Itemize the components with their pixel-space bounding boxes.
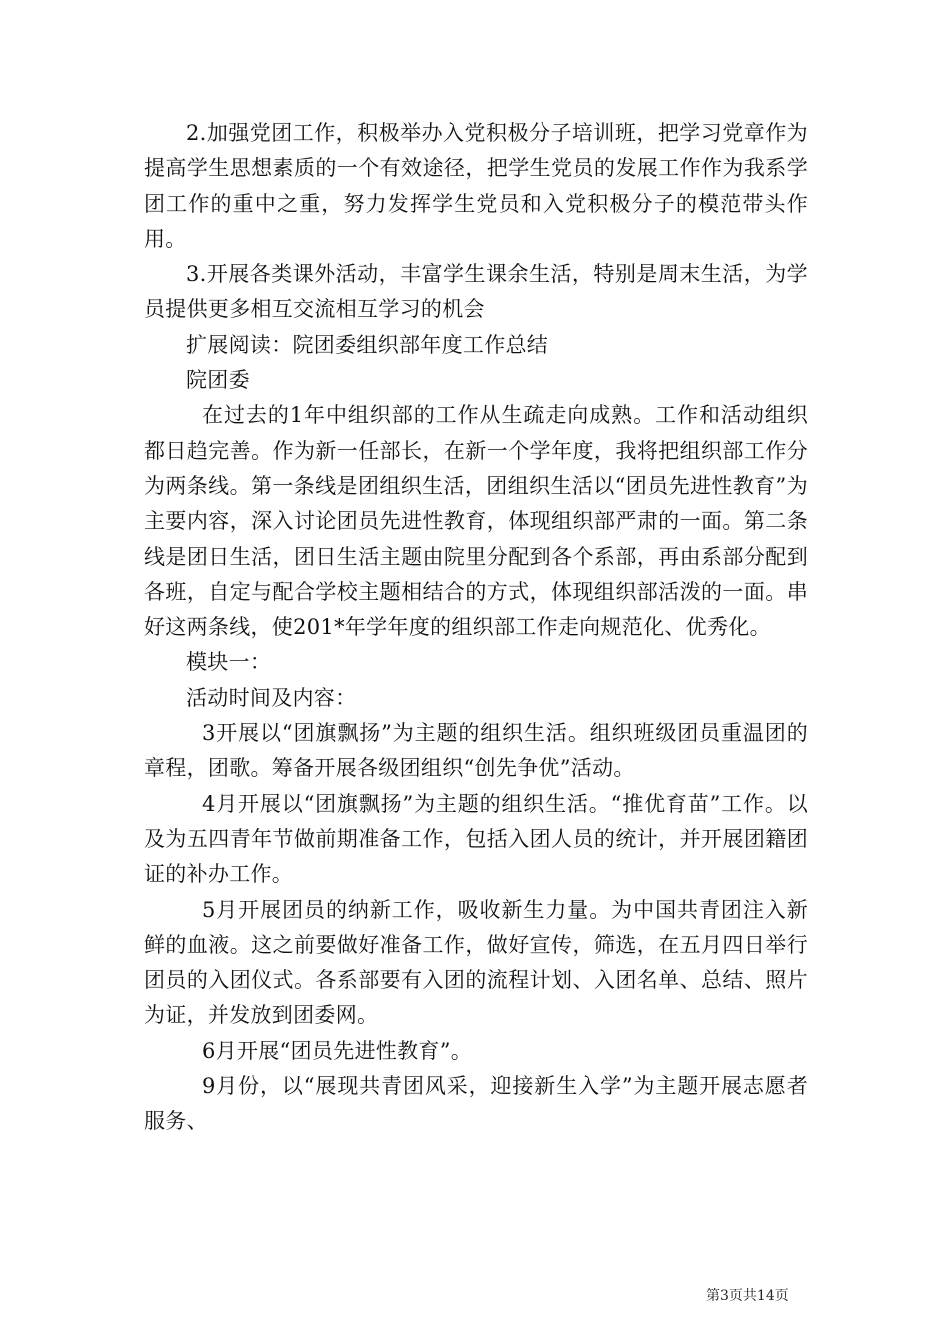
paragraph-extracurricular: 3.开展各类课外活动，丰富学生课余生活，特别是周末生活，为学员提供更多相互交流相互学习的机会 [144,262,808,322]
paragraph-module-heading: 模块一： [186,650,272,675]
paragraph-org-name: 院团委 [186,368,250,393]
paragraph-month-9: 9月份，以“展现共青团风采，迎接新生入学”为主题开展志愿者服务、 [144,1074,808,1134]
page-number: 第3页共14页 [706,1288,789,1304]
paragraph-summary: 在过去的1年中组织部的工作从生疏走向成熟。工作和活动组织都日趋完善。作为新一任部长，在新一个学年度，我将把组织部工作分为两条线。第一条线是团组织生活，团组织生活以“团员先进性教育”为主要内容，深入讨论团员先进性教育，体现组织部严肃的一面。第二条线是团日生活，团日生活主题由院里分配到各个系部，再由系部分配到各班，自定与配合学校主题相结合的方式，体现组织部活泼的一面。串好这两条线，使201*年学年度的组织部工作走向规范化、优秀化。 [144,403,808,640]
paragraph-month-6: 6月开展“团员先进性教育”。 [202,1038,473,1063]
document-body [144,116,808,1140]
paragraph-party-work: 2.加强党团工作，积极举办入党积极分子培训班，把学习党章作为提高学生思想素质的一个有效途径，把学生党员的发展工作作为我系学团工作的重中之重，努力发挥学生党员和入党积极分子的模范带头作用。 [144,121,808,251]
paragraph-month-5: 5月开展团员的纳新工作，吸收新生力量。为中国共青团注入新鲜的血液。这之前要做好准备工作，做好宣传，筛选，在五月四日举行团员的入团仪式。各系部要有入团的流程计划、入团名单、总结、照片为证，并发放到团委网。 [144,897,808,1028]
paragraph-month-4: 4月开展以“团旗飘扬”为主题的组织生活。“推优育苗”工作。以及为五四青年节做前期准备工作，包括入团人员的统计，并开展团籍团证的补办工作。 [144,791,808,887]
paragraph-month-3: 3开展以“团旗飘扬”为主题的组织生活。组织班级团员重温团的章程，团歌。筹备开展各级团组织“创先争优”活动。 [144,721,808,781]
paragraph-activity-heading: 活动时间及内容： [186,685,357,710]
paragraph-extended-reading: 扩展阅读：院团委组织部年度工作总结 [186,332,549,357]
